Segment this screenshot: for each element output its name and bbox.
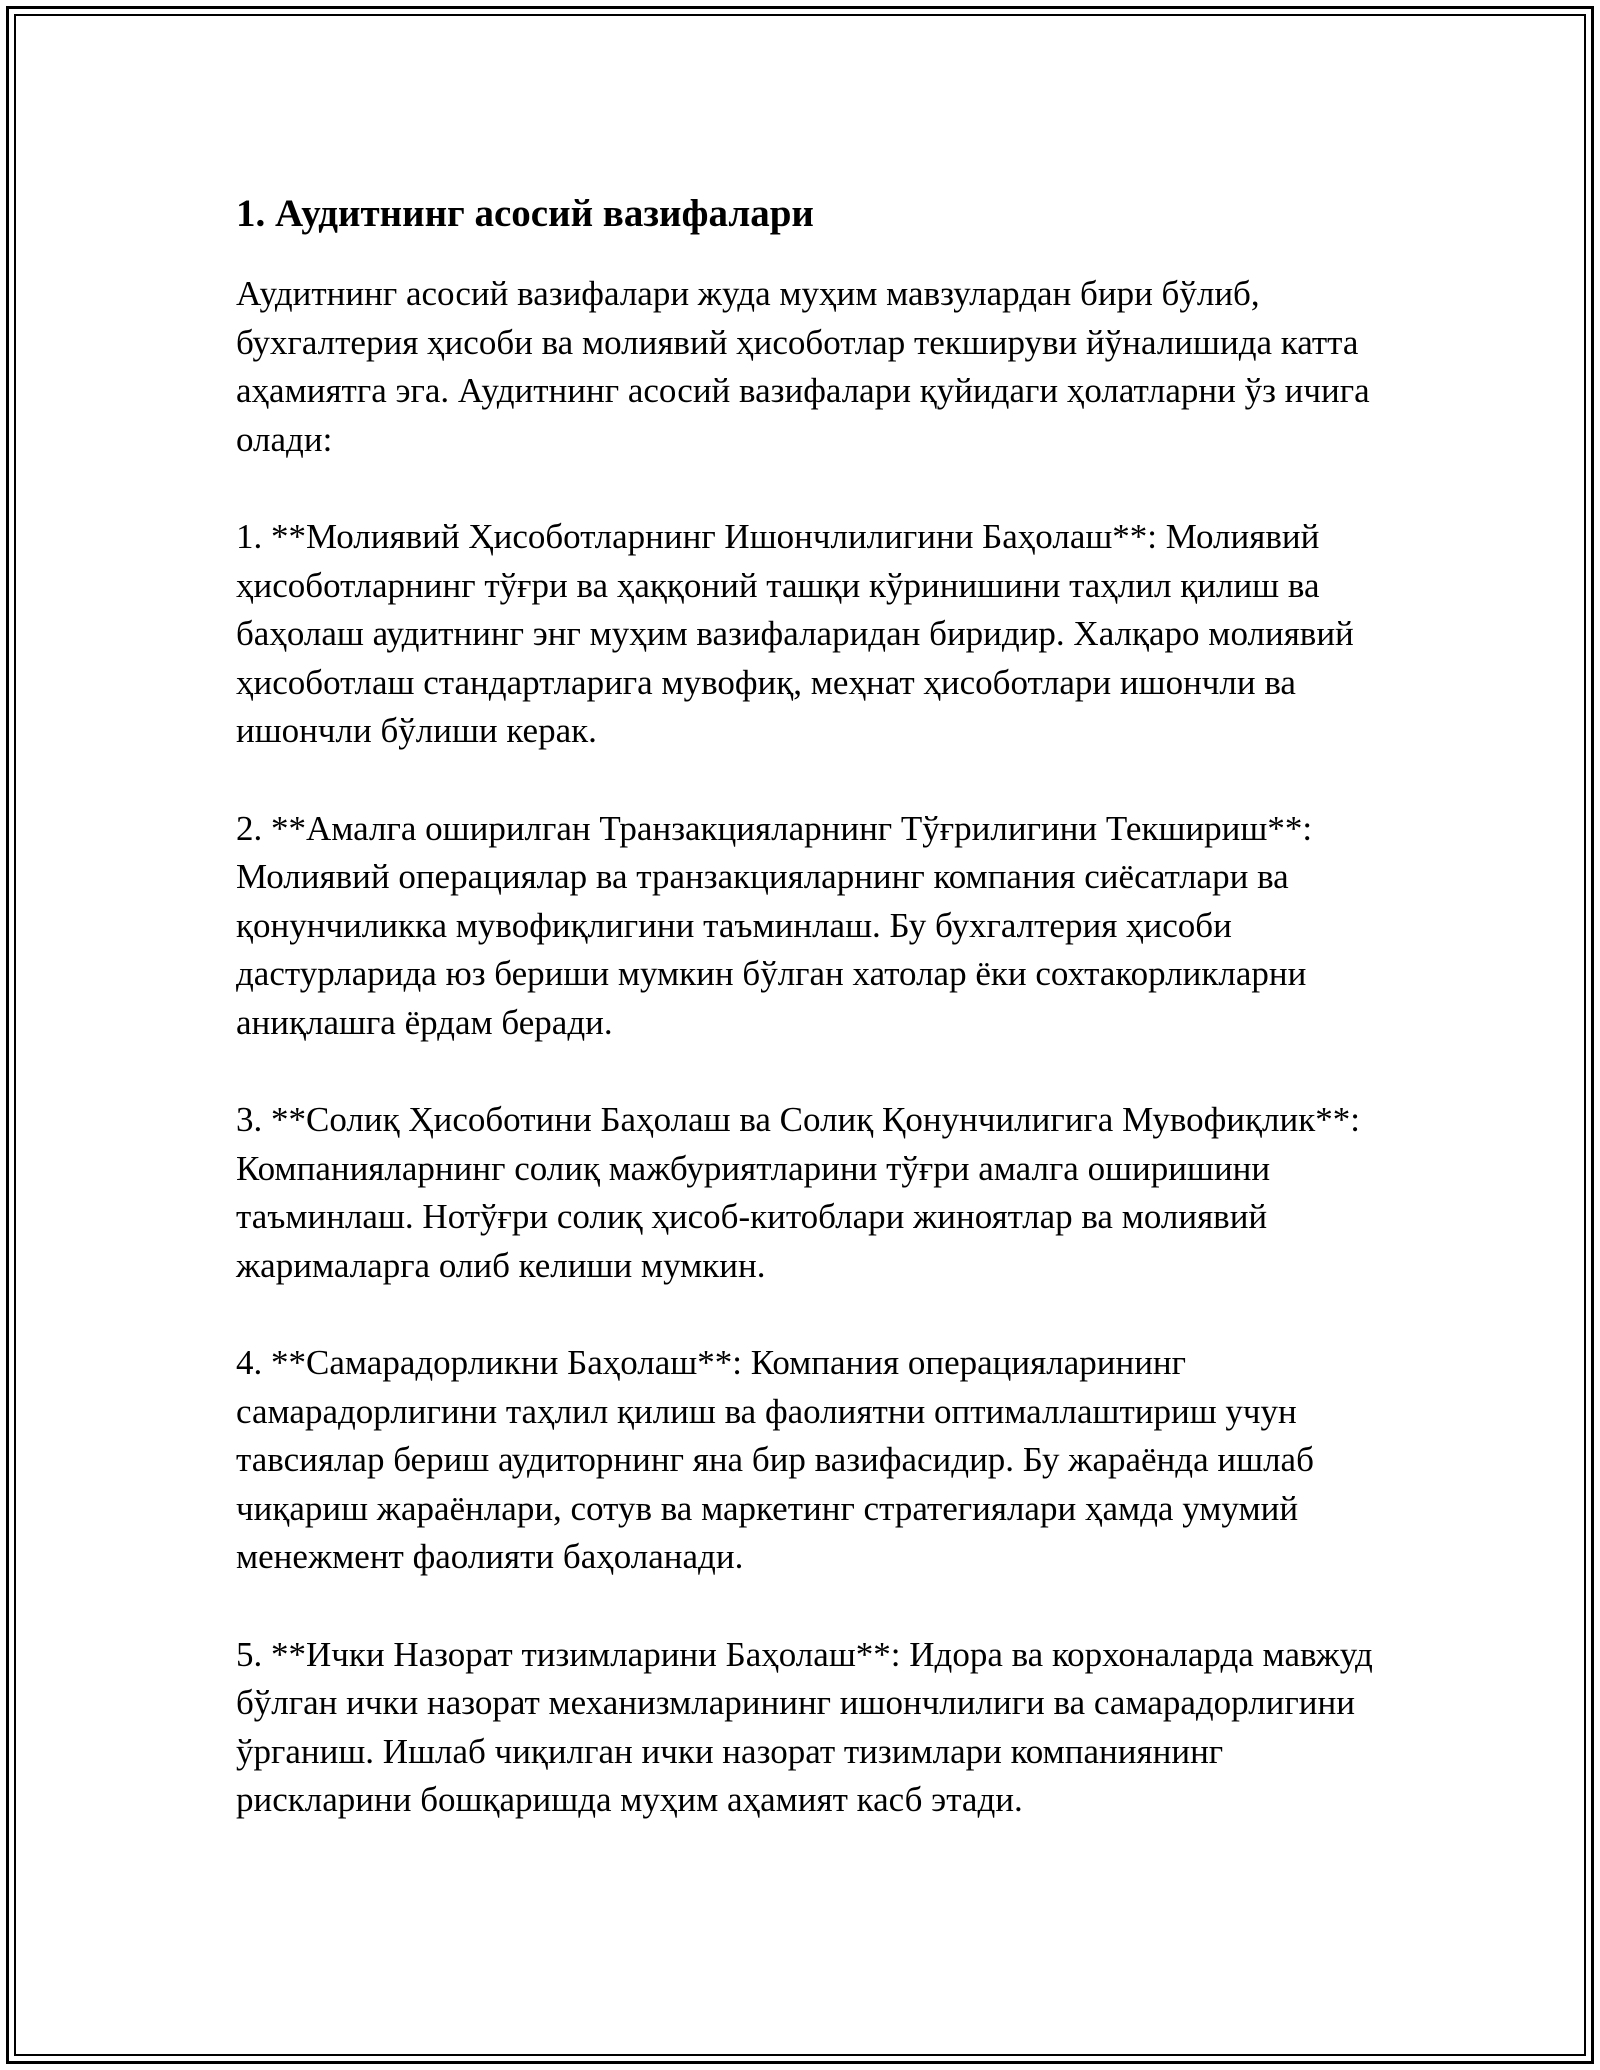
section-heading: 1. Аудитнинг асосий вазифалари [236,192,814,235]
item-1-paragraph: 1. **Молиявий Ҳисоботларнинг Ишончлилигини Баҳолаш**: Молиявий ҳисоботларнинг тўғри ва ҳаққоний ташқи кўринишини таҳлил қилиш ва баҳолаш аудитнинг энг муҳим вазифаларидан биридир. Халқаро молиявий ҳисоботлаш стандартларига мувофиқ, меҳнат ҳисоботлари ишончли ва ишончли бўлиши керак. [236,517,1354,750]
item-4-paragraph: 4. **Самарадорликни Баҳолаш**: Компания операцияларининг самарадорлигини таҳлил қилиш ва фаолиятни оптималлаштириш учун тавсиялар бериш аудиторнинг яна бир вазифасидир. Бу жараёнда ишлаб чиқариш жараёнлари, сотув ва маркетинг стратегиялари ҳамда умумий менежмент фаолияти баҳоланади. [236,1343,1314,1576]
document-body [236,188,1396,1874]
intro-paragraph: Аудитнинг асосий вазифалари жуда муҳим мавзулардан бири бўлиб, бухгалтерия ҳисоби ва молиявий ҳисоботлар текшируви йўналишида катта аҳамиятга эга. Аудитнинг асосий вазифалари қуйидаги ҳолатларни ўз ичига олади: [236,274,1370,459]
item-5-paragraph: 5. **Ички Назорат тизимларини Баҳолаш**: Идора ва корхоналарда мавжуд бўлган ички назорат механизмларининг ишончлилиги ва самарадорлигини ўрганиш. Ишлаб чиқилган ички назорат тизимлари компаниянинг рискларини бошқаришда муҳим аҳамият касб этади. [236,1634,1373,1819]
item-3-paragraph: 3. **Солиқ Ҳисоботини Баҳолаш ва Солиқ Қонунчилигига Мувофиқлик**: Компанияларнинг солиқ мажбуриятларини тўғри амалга оширишини таъминлаш. Нотўғри солиқ ҳисоб-китоблари жиноятлар ва молиявий жарималарга олиб келиши мумкин. [236,1100,1360,1285]
item-2-paragraph: 2. **Амалга оширилган Транзакцияларнинг Тўғрилигини Текшириш**: Молиявий операциялар ва транзакцияларнинг компания сиёсатлари ва қонунчиликка мувофиқлигини таъминлаш. Бу бухгалтерия ҳисоби дастурларида юз бериши мумкин бўлган хатолар ёки сохтакорликларни аниқлашга ёрдам беради. [236,808,1313,1042]
